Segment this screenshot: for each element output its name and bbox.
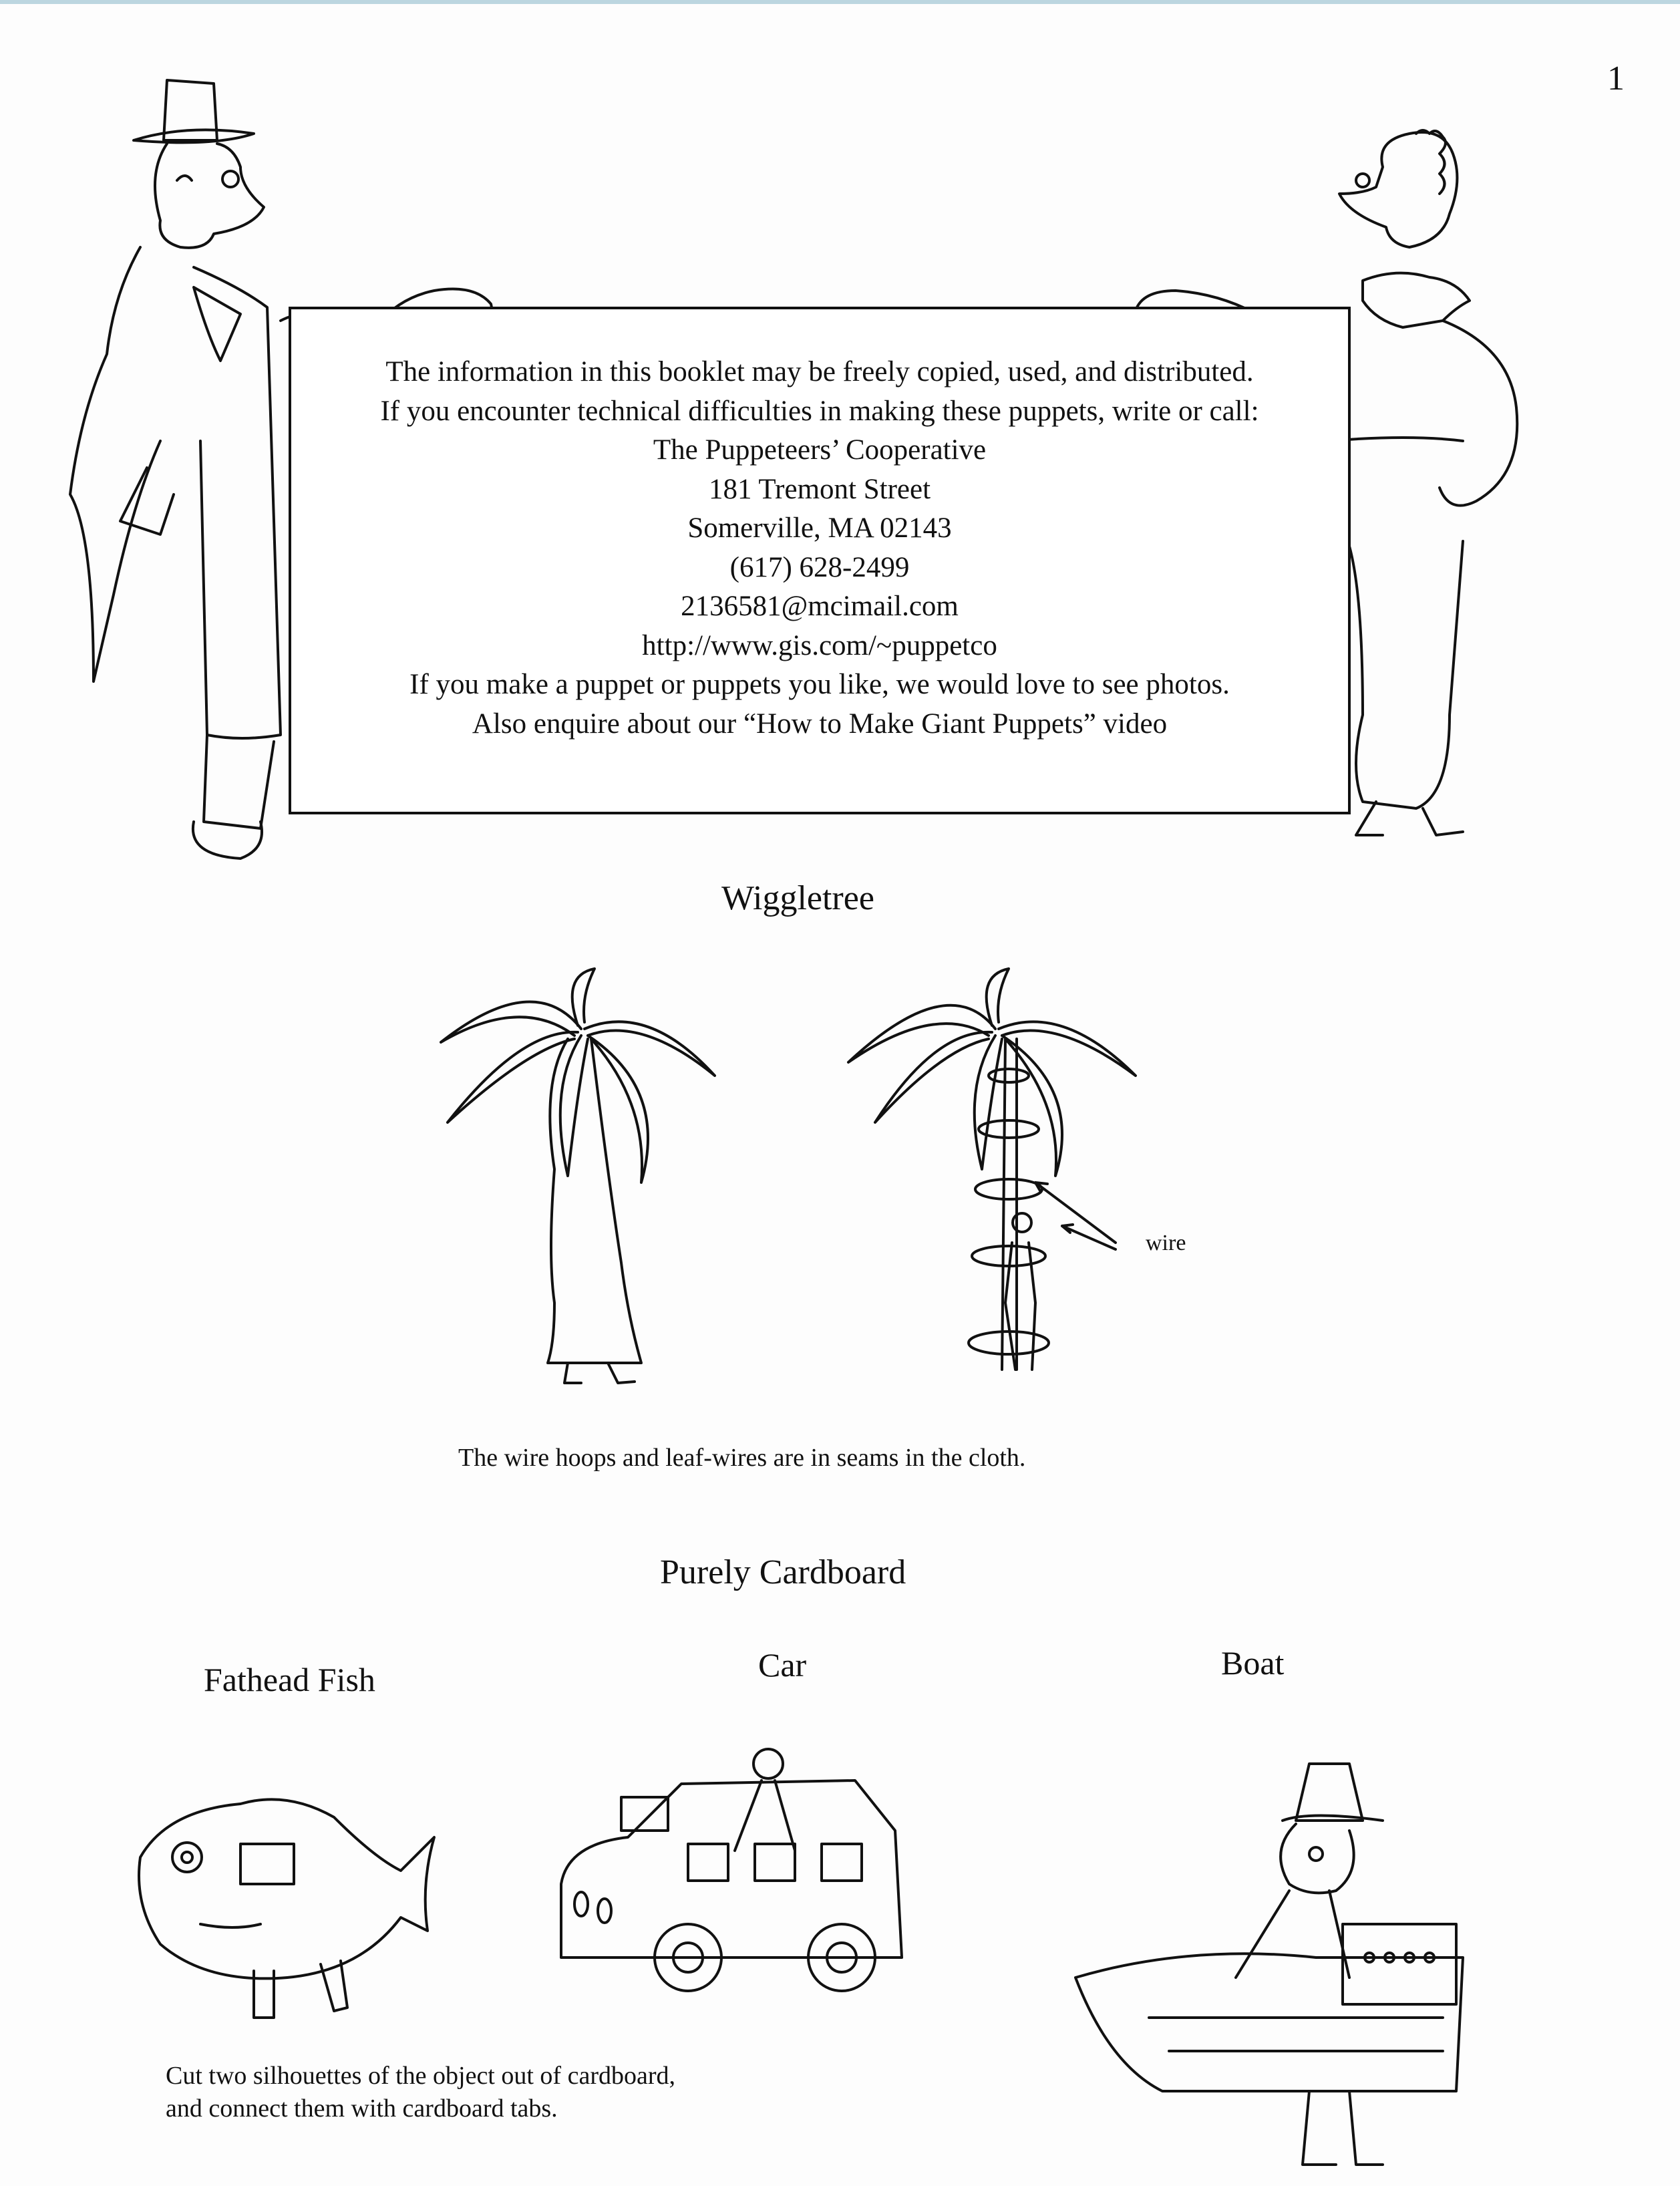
boat-illustration <box>1069 1757 1483 2171</box>
banner-line: The information in this booklet may be freely copied, used, and distributed. <box>385 356 1254 387</box>
wiggletree-caption: The wire hoops and leaf-wires are in seams in the cloth. <box>458 1444 1026 1472</box>
banner-line: Somerville, MA 02143 <box>687 512 952 544</box>
banner-email: 2136581@mcimail.com <box>681 591 959 622</box>
wiggletree-frame-illustration <box>842 955 1202 1396</box>
wire-label: wire <box>1146 1231 1186 1255</box>
wiggletree-costume-illustration <box>428 955 721 1396</box>
wiggletree-heading: Wiggletree <box>721 879 874 917</box>
banner-line: If you make a puppet or puppets you like, we would love to see photos. <box>409 669 1230 700</box>
car-illustration <box>548 1744 922 2024</box>
banner-line: If you encounter technical difficulties in making these puppets, write or call: <box>380 395 1259 427</box>
banner-line: The Puppeteers’ Cooperative <box>653 434 987 466</box>
fathead-fish-illustration <box>120 1770 441 2024</box>
banner-url: http://www.gis.com/~puppetco <box>642 629 997 661</box>
banner-line: (617) 628-2499 <box>729 551 910 583</box>
banner-line: Also enquire about our “How to Make Giant Puppets” video <box>472 708 1168 740</box>
car-label: Car <box>758 1646 807 1684</box>
scan-edge-line <box>0 0 1680 4</box>
banner-line: 181 Tremont Street <box>708 473 931 505</box>
gentleman-illustration <box>40 67 321 869</box>
cardboard-heading: Purely Cardboard <box>660 1553 906 1591</box>
fathead-fish-label: Fathead Fish <box>204 1661 375 1698</box>
page-number: 1 <box>1607 59 1625 98</box>
info-banner-text <box>289 353 1351 744</box>
cardboard-caption-line-1: Cut two silhouettes of the object out of cardboard, <box>166 2062 675 2090</box>
lady-illustration <box>1309 127 1590 842</box>
cardboard-caption-line-2: and connect them with cardboard tabs. <box>166 2094 558 2123</box>
boat-label: Boat <box>1221 1644 1285 1682</box>
